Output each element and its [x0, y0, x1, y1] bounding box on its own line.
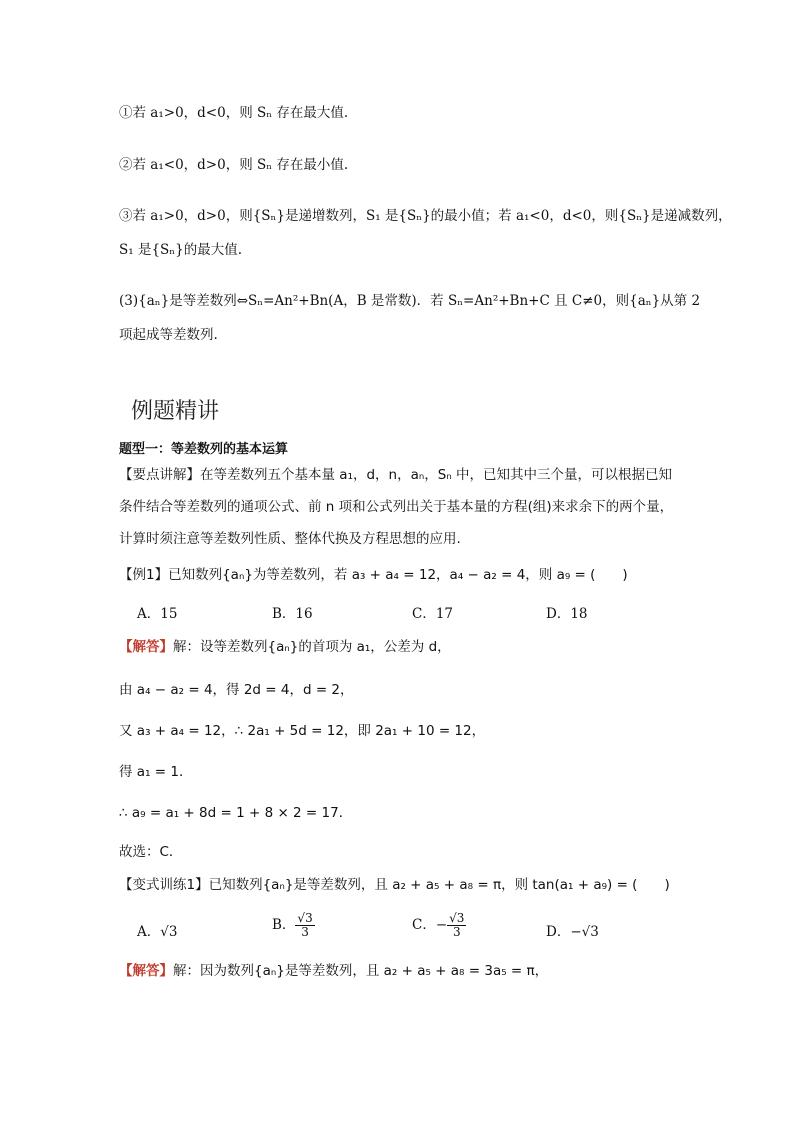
- property-3-line2: S₁ 是{Sₙ}的最大值.: [119, 242, 243, 258]
- key-points-line1: 【要点讲解】在等差数列五个基本量 a₁，d，n，aₙ，Sₙ 中，已知其中三个量，可以根据已知: [119, 467, 672, 483]
- example1-question: 【例1】已知数列{aₙ}为等差数列，若 a₃ + a₄ = 12，a₄ − a₂ = 4，则 a₉ = ( ): [119, 567, 628, 583]
- topic-title: 题型一：等差数列的基本运算: [119, 442, 289, 457]
- key-points-line3: 计算时须注意等差数列性质、整体代换及方程思想的应用.: [119, 531, 461, 547]
- example1-option-b: B．16: [272, 606, 313, 622]
- example1-solution-line1: [119, 638, 451, 656]
- example1-option-a: A．15: [137, 606, 178, 622]
- example1-answer: 故选：C．: [119, 844, 183, 860]
- property-4-line1: (3){aₙ}是等差数列⇔Sₙ=An²+Bn(A，B 是常数)．若 Sₙ=An²+Bn+C 且 C≠0，则{aₙ}从第 2: [119, 293, 701, 309]
- fraction-numerator: √3: [449, 911, 465, 925]
- variant1-option-b: [272, 912, 315, 939]
- fraction-denominator: 3: [452, 925, 461, 939]
- fraction-denominator: 3: [301, 925, 309, 939]
- option-c-fraction: [447, 912, 466, 939]
- example1-solution-line5: ∴ a₉ = a₁ + 8d = 1 + 8 × 2 = 17．: [119, 805, 353, 821]
- example1-option-d: D．18: [546, 606, 588, 622]
- variant1-option-d: D．−√3: [546, 924, 599, 940]
- property-4-line2: 项起成等差数列.: [119, 327, 218, 343]
- example1-solution-line3: 又 a₃ + a₄ = 12，∴ 2a₁ + 5d = 12，即 2a₁ + 10 = 12，: [119, 723, 486, 739]
- solution-text: 解：因为数列{aₙ}是等差数列，且 a₂ + a₅ + a₈ = 3a₅ = π，: [173, 963, 549, 979]
- option-b-fraction: [295, 912, 314, 939]
- variant1-solution-line1: [119, 962, 548, 980]
- option-c-prefix: C．−: [412, 917, 448, 933]
- example1-solution-line2: 由 a₄ − a₂ = 4，得 2d = 4，d = 2，: [119, 682, 354, 698]
- example1-option-c: C．17: [412, 606, 454, 622]
- variant1-question: 【变式训练1】已知数列{aₙ}是等差数列，且 a₂ + a₅ + a₈ = π，则 tan(a₁ + a₉) = ( ): [119, 877, 670, 893]
- property-2: ②若 a₁<0，d>0，则 Sₙ 存在最小值.: [119, 157, 349, 173]
- property-3-line1: ③若 a₁>0，d>0，则{Sₙ}是递增数列，S₁ 是{Sₙ}的最小值；若 a₁<0，d<0，则{Sₙ}是递减数列，: [119, 208, 732, 224]
- variant1-option-c: [412, 912, 466, 939]
- solution-text: 解：设等差数列{aₙ}的首项为 a₁，公差为 d，: [173, 639, 451, 655]
- solution-tag: 【解答】: [119, 639, 173, 655]
- option-b-prefix: B．: [272, 917, 296, 933]
- fraction-numerator: √3: [297, 911, 313, 925]
- property-1: ①若 a₁>0，d<0，则 Sₙ 存在最大值.: [119, 105, 349, 121]
- example1-solution-line4: 得 a₁ = 1．: [119, 764, 193, 780]
- variant1-option-a: A．√3: [137, 924, 178, 940]
- section-title: 例题精讲: [131, 399, 220, 424]
- key-points-line2: 条件结合等差数列的通项公式、前 n 项和公式列出关于基本量的方程(组)来求余下的两个量，: [119, 499, 674, 515]
- solution-tag: 【解答】: [119, 963, 173, 979]
